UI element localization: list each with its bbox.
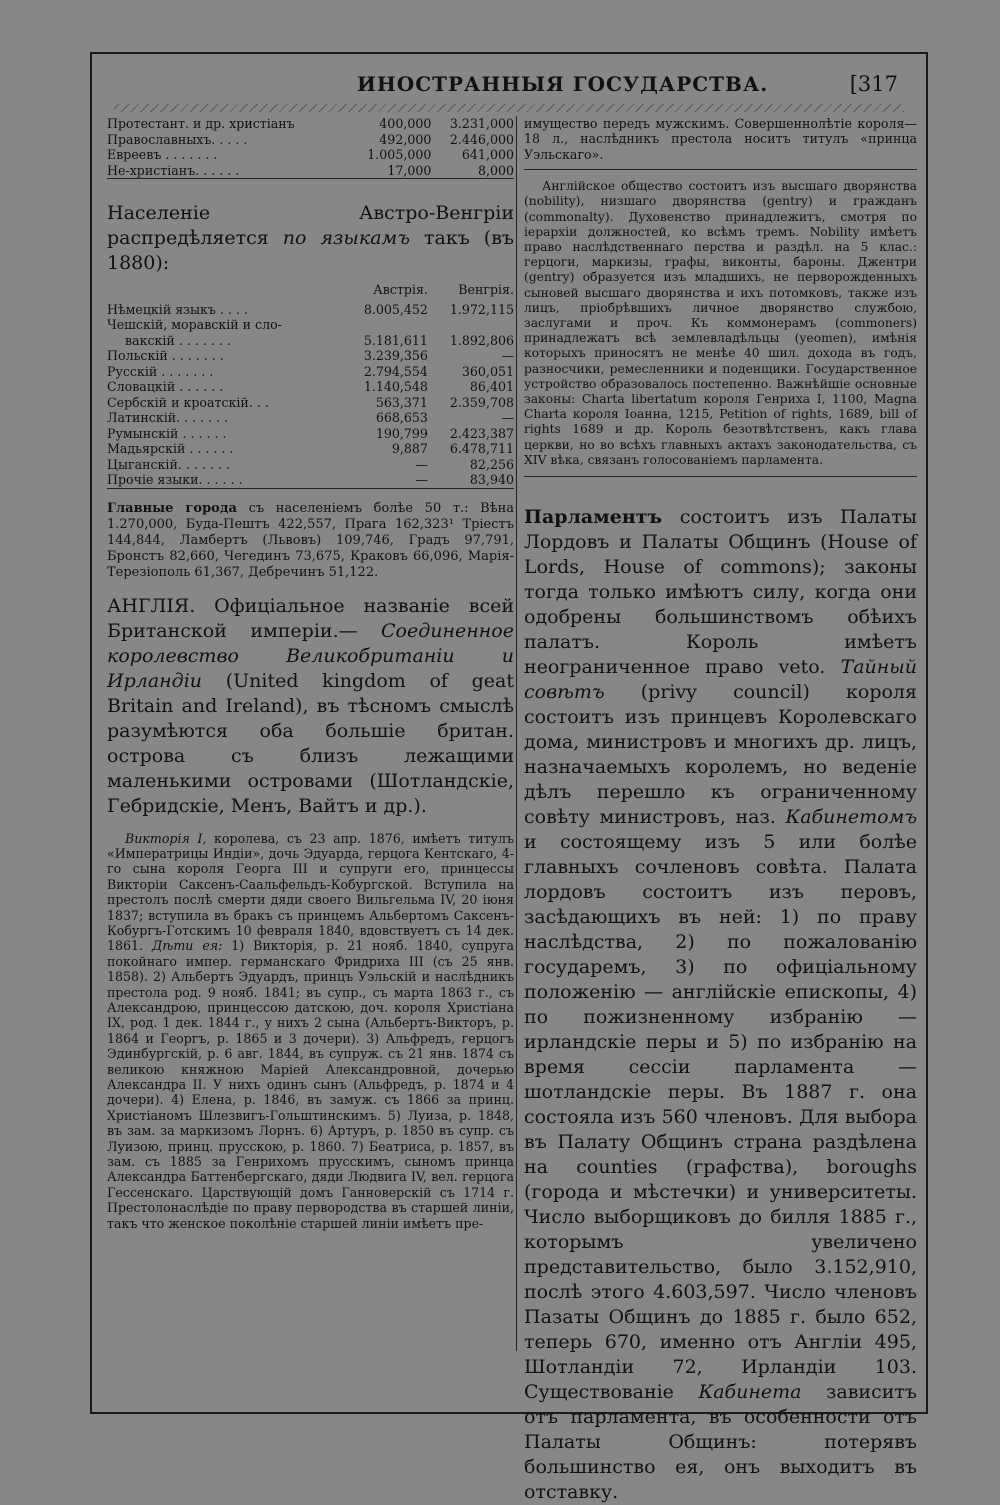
cell-austria: 8.005,452	[363, 301, 428, 317]
row-label: Словацкій . . . . . .	[107, 379, 224, 394]
cell-hungary: 82,256	[469, 456, 514, 472]
table-row	[107, 116, 514, 132]
row-label: Нѣмецкій языкъ . . . .	[107, 301, 248, 317]
page-number: [317	[849, 72, 898, 96]
row-label: Сербскій и кроатскій. . .	[107, 394, 269, 410]
cell-austria: 17,000	[349, 163, 432, 179]
cities-paragraph	[107, 501, 514, 582]
page-frame	[90, 52, 928, 1504]
table-row	[107, 317, 514, 333]
table-row	[107, 395, 514, 411]
cell-austria: 1.140,548	[363, 379, 428, 394]
cell-hungary: —	[501, 410, 514, 425]
column-header-hungary: Венгрія.	[458, 282, 514, 297]
cities-text: съ населеніемъ болѣе 50 т.: Вѣна 1.270,000, Буда-Пештъ 422,557, Прага 162,323¹ Тріестъ 144,844, Ламбертъ (Львовъ) 109,746, Градъ 97,791, Бронстъ 82,660, Чегединъ 73,675, Краковъ 66,096, Марія-Терезіополь 61,367, Дебречинъ 51,122.	[107, 500, 514, 581]
row-label: Русскій . . . . . . .	[107, 363, 214, 379]
row-label: Не-христіанъ. . . . . .	[107, 163, 349, 179]
cell-hungary: 6.478,711	[449, 441, 514, 456]
victoria-paragraph	[107, 831, 514, 1232]
england-text: Офиціальное названіе всей Британской имперіи.—	[107, 594, 514, 642]
row-label: вакскій . . . . . . .	[125, 332, 231, 348]
parliament-text: (privy council) короля состоитъ изъ принцевъ Королевскаго дома, министровъ и многихъ др. лицъ, назначаемыхъ королемъ, но веденіе дѣлъ перешло къ ограниченному совѣту министровъ, наз.	[524, 681, 917, 829]
cell-austria: 563,371	[375, 394, 428, 410]
table-row	[107, 426, 514, 442]
cell-hungary: —	[501, 348, 514, 363]
row-label: Польскій . . . . . . .	[107, 348, 224, 363]
england-paragraph	[107, 594, 514, 819]
cell-hungary: 1.892,806	[449, 332, 514, 348]
row-label: Мадьярскій . . . . . .	[107, 441, 234, 456]
cell-hungary: 641,000	[461, 147, 514, 162]
table-row	[107, 379, 514, 395]
table-row	[107, 441, 514, 457]
cell-austria: 1.005,000	[367, 147, 432, 162]
table-row	[107, 457, 514, 473]
cell-austria: 2.794,554	[363, 363, 428, 379]
cell-hungary: 83,940	[428, 472, 514, 488]
cell-hungary: 8,000	[431, 163, 514, 179]
cell-hungary: 2.446,000	[449, 131, 514, 147]
page-header	[92, 72, 926, 102]
victoria-text: королева, съ 23 апр. 1876, имѣетъ титулъ «Императрицы Индіи», дочь Эдуарда, герцога Кентскаго, 4-го сына короля Георга III и супруги его, принцессы Викторіи Саксенъ-Саальфельдъ-Кобургской. Вступила на престолъ послѣ смерти дяди своего Вильгельма IV, 20 іюня 1837; вступила въ бракъ съ принцемъ Альбертомъ Саксенъ-Кобургъ-Готскимъ 10 февраля 1840, вдовствуетъ съ 14 дек. 1861.	[107, 830, 514, 954]
table-row	[107, 472, 514, 488]
continuation-paragraph: имущество передъ мужскимъ. Совершеннолѣтіе короля—18 л., наслѣдникъ престола носитъ титулъ «принца Уэльскаго».	[524, 116, 917, 170]
cell-austria: 190,799	[375, 425, 428, 441]
row-label: Православныхъ. . . . .	[107, 131, 248, 147]
row-label: Прочіе языки. . . . . .	[107, 472, 342, 488]
table-row	[107, 364, 514, 380]
cell-hungary	[428, 317, 514, 333]
left-column	[107, 116, 514, 1231]
header-rule	[114, 104, 904, 112]
cell-hungary: 2.423,387	[449, 425, 514, 441]
cell-austria: 668,653	[375, 410, 428, 425]
parliament-text: состоитъ изъ Палаты Лордовъ и Палаты Общинъ (House of Lords, House of commons); законы тогда только имѣютъ силу, когда они одобрены большинствомъ обѣихъ палатъ. Король имѣетъ неограниченное право veto.	[524, 506, 917, 679]
row-label: Евреевъ . . . . . . .	[107, 147, 218, 162]
cities-lead: Главные города	[107, 500, 237, 516]
cell-austria: 492,000	[379, 131, 432, 147]
parliament-text: и состоящему изъ 5 или болѣе главныхъ сочленовъ совѣта. Палата лордовъ состоитъ изъ перовъ, засѣдающихъ въ ней: 1) по праву наслѣдства, 2) по пожалованію государемъ, 3) по офиціальному положенію — англійскіе епископы, 4) по пожизненному избранію — ирландскіе перы и 5) по избранію на время сессіи парламента — шотландскіе перы. Въ 1887 г. она состояла изъ 560 членовъ. Для выбора въ Палату Общинъ страна раздѣлена на counties (графства), boroughs (города и мѣстечки) и университеты. Число выборщиковъ до билля 1885 г., которымъ увеличено представительство, было 3.152,910, послѣ этого 4.603,597. Число членовъ Пазаты Общинъ до 1885 г. было 652, теперь 670, именно отъ Англіи 495, Шотландіи 72, Ирландіи 103. Существованіе	[524, 831, 917, 1404]
cell-hungary: 3.231,000	[449, 116, 514, 131]
cell-austria: 400,000	[379, 116, 432, 131]
parliament-lead: Парламентъ	[524, 506, 663, 529]
england-text: (United kingdom of geat Britain and Ireland), въ тѣсномъ смыслѣ разумѣются оба большіе британ. острова съ близъ лежащими маленькими островами (Шотландскіе, Гебридскіе, Менъ, Вайтъ и др.).	[107, 669, 514, 817]
parliament-italic: Тайный совѣтъ	[524, 656, 917, 704]
cell-austria: —	[342, 472, 428, 488]
heading-text: такъ (въ 1880):	[107, 227, 514, 274]
religion-table	[107, 116, 514, 179]
table-row	[107, 302, 514, 318]
cell-austria	[342, 317, 428, 333]
row-label: Цыганскій. . . . . . .	[107, 456, 230, 472]
table-header-row	[107, 282, 514, 302]
heading-text: Населеніе Австро-Венгріи распредѣляется	[107, 202, 514, 249]
cell-austria: 9,887	[391, 441, 428, 456]
parliament-paragraph	[524, 505, 917, 1505]
victoria-lead: Викторія I,	[125, 830, 207, 846]
england-lead: АНГЛІЯ.	[107, 594, 196, 617]
cell-austria: 3.239,356	[363, 348, 428, 363]
england-italic: Соединенное королевство Великобританіи и Ирландіи	[107, 619, 514, 692]
society-paragraph: Англійское общество состоитъ изъ высшаго дворянства (nobility), низшаго дворянства (gentry) и гражданъ (commonalty). Духовенство принадлежитъ, смотря по іерархіи должностей, ко всѣмъ тремъ. Nobility имѣетъ право наслѣдственнаго перства и раздѣл. на 5 клас.: герцоги, маркизы, графы, виконты, бароны. Джентри (gentry) образуется изъ младшихъ, не перворожденныхъ сыновей высшаго дворянства и ихъ потомковъ, также изъ лицъ, пріобрѣвшихъ личное дворянство службою, заслугами и проч. Къ коммонерамъ (commoners) принадлежатъ всѣ землевладѣльцы (yeomen), имѣнія которыхъ приносятъ не менѣе 40 шил. дохода въ годъ, разносчики, ремесленники и поденщики. Государственное устройство образовалось постепенно. Важнѣйшіе основные законы: Charta libertatum короля Генриха I, 1100, Magna Charta короля Іоанна, 1215, Petition of rights, 1689, bill of rights 1689 и др. Король безотвѣтственъ, какъ глава церкви, но во всѣхъ главныхъ актахъ законодательства, съ XIV вѣка, связанъ голосованіемъ парламента.	[524, 179, 917, 477]
table-row	[107, 348, 514, 364]
victoria-text: 1) Викторія, р. 21 нояб. 1840, супруга покойнаго импер. германскаго Фридриха III (съ 25 янв. 1858). 2) Альбертъ Эдуардъ, принцъ Уэльскій и наслѣдникъ престола род. 9 нояб. 1841; въ супр., съ марта 1863 г., съ Александрою, принцессою датскою, доч. короля Христіана IX, род. 1 дек. 1844 г., у нихъ 2 сына (Альбертъ-Викторъ, р. 1864 и Георгъ, р. 1865 и 3 дочери). 3) Альфредъ, герцогъ Эдинбургскій, р. 6 авг. 1844, въ супруж. съ 21 янв. 1874 съ великою княжною Маріей Александровной, дочерью Александра II. У нихъ одинъ сынъ (Альфредъ, р. 1874 и 4 дочери). 4) Елена, р. 1846, въ замуж. съ 1866 за принц. Христіаномъ Шлезвигъ-Гольштинскимъ. 5) Луиза, р. 1848, въ зам. за маркизомъ Лорнъ. 6) Артуръ, р. 1850 въ супр. съ Луизою, принц. прусскою, р. 1860. 7) Беатриса, р. 1857, въ зам. съ 1885 за Генрихомъ прусскимъ, сыномъ принца Александра Баттенбергскаго, дяди Людвига IV, вел. герцога Гессенскаго. Царствующій домъ Ганноверскій съ 1714 г. Престолонаслѣдіе по праву первородства въ старшей линіи, такъ что женское поколѣніе старшей линіи имѣетъ пре-	[107, 938, 514, 1231]
table-row	[107, 333, 514, 349]
row-label: Чешскій, моравскій и сло-	[107, 317, 282, 332]
parliament-italic: Кабинета	[698, 1381, 802, 1404]
languages-heading	[107, 201, 514, 276]
row-label: Латинскій. . . . . . .	[107, 410, 229, 425]
parliament-text: зависитъ отъ парламента, въ особенности отъ Палаты Общинъ: потерявъ большинство ея, онъ выходитъ въ отставку.	[524, 1381, 918, 1504]
children-label: Дѣти ея:	[151, 938, 223, 954]
languages-table	[107, 282, 514, 489]
cell-hungary: 86,401	[469, 379, 514, 394]
table-row	[107, 410, 514, 426]
table-row	[107, 147, 514, 163]
cell-hungary: 360,051	[461, 363, 514, 379]
column-header-austria: Австрія.	[373, 282, 428, 297]
right-column	[524, 116, 917, 1505]
row-label: Румынскій . . . . . .	[107, 425, 227, 441]
cell-austria: —	[415, 456, 428, 472]
row-label: Протестант. и др. христіанъ	[107, 116, 295, 131]
table-row	[107, 163, 514, 179]
running-title: ИНОСТРАННЫЯ ГОСУДАРСТВА.	[357, 72, 769, 96]
cell-hungary: 1.972,115	[449, 301, 514, 317]
cell-hungary: 2.359,708	[449, 394, 514, 410]
table-row	[107, 132, 514, 148]
parliament-italic: Кабинетомъ	[785, 806, 917, 829]
heading-italic: по языкамъ	[282, 227, 410, 249]
column-divider	[516, 116, 517, 1351]
cell-austria: 5.181,611	[363, 332, 428, 348]
